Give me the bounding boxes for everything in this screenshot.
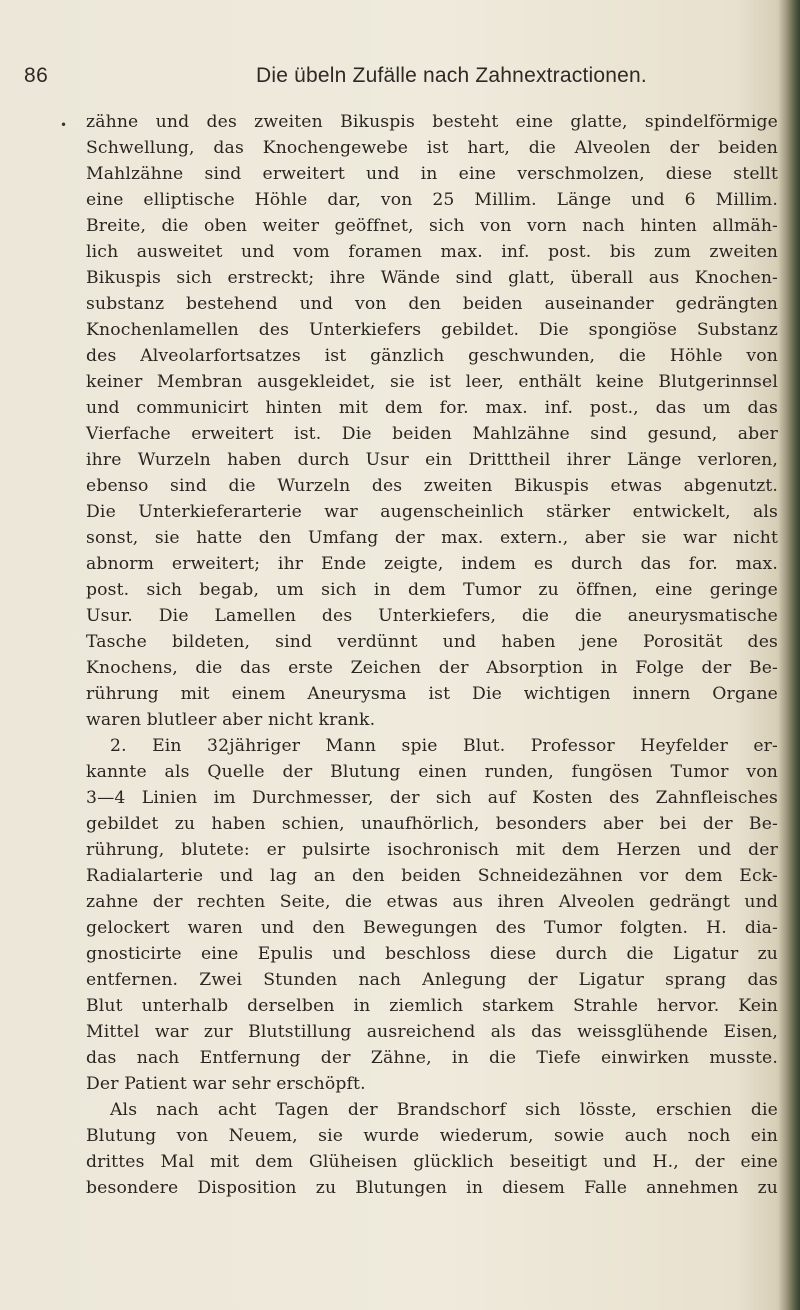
text-line: des Alveolarfortsatzes ist gänzlich geschwunden, die Höhle von <box>86 346 778 366</box>
text-line: rührung mit einem Aneurysma ist Die wichtigen innern Organe <box>86 684 778 704</box>
text-line: abnorm erweitert; ihr Ende zeigte, indem es durch das for. max. <box>86 554 778 574</box>
text-line: keiner Membran ausgekleidet, sie ist leer, enthält keine Blutgerinnsel <box>86 372 778 392</box>
text-line: Knochens, die das erste Zeichen der Absorption in Folge der Be- <box>86 658 778 678</box>
text-line: gebildet zu haben schien, unaufhörlich, besonders aber bei der Be- <box>86 814 778 834</box>
text-line: sonst, sie hatte den Umfang der max. extern., aber sie war nicht <box>86 528 778 548</box>
text-line: zahne der rechten Seite, die etwas aus ihren Alveolen gedrängt und <box>86 892 778 912</box>
text-line: Blut unterhalb derselben in ziemlich starkem Strahle hervor. Kein <box>86 996 778 1016</box>
text-line: ihre Wurzeln haben durch Usur ein Dritttheil ihrer Länge verloren, <box>86 450 778 470</box>
text-line: Knochenlamellen des Unterkiefers gebildet. Die spongiöse Substanz <box>86 320 778 340</box>
text-line: Mittel war zur Blutstillung ausreichend als das weissglühende Eisen, <box>86 1022 778 1042</box>
text-line: Blutung von Neuem, sie wurde wiederum, sowie auch noch ein <box>86 1126 778 1146</box>
text-line: Tasche bildeten, sind verdünnt und haben jene Porosität des <box>86 632 778 652</box>
page-spine-shadow <box>778 0 800 1310</box>
text-line: eine elliptische Höhle dar, von 25 Millim. Länge und 6 Millim. <box>86 190 778 210</box>
text-line: Radialarterie und lag an den beiden Schneidezähnen vor dem Eck- <box>86 866 778 886</box>
text-line: Bikuspis sich erstreckt; ihre Wände sind glatt, überall aus Knochen- <box>86 268 778 288</box>
text-line: Der Patient war sehr erschöpft. <box>86 1074 366 1094</box>
running-title: Die übeln Zufälle nach Zahnextractionen. <box>256 64 647 87</box>
text-line: ebenso sind die Wurzeln des zweiten Bikuspis etwas abgenutzt. <box>86 476 778 496</box>
text-line: Vierfache erweitert ist. Die beiden Mahlzähne sind gesund, aber <box>86 424 778 444</box>
text-line: Usur. Die Lamellen des Unterkiefers, die die aneurysmatische <box>86 606 778 626</box>
text-line: 2. Ein 32jähriger Mann spie Blut. Professor Heyfelder er- <box>110 736 778 756</box>
body-text <box>86 109 778 1201</box>
page-header <box>0 64 800 94</box>
text-line: Breite, die oben weiter geöffnet, sich von vorn nach hinten allmäh- <box>86 216 778 236</box>
text-line: 3—4 Linien im Durchmesser, der sich auf Kosten des Zahnfleisches <box>86 788 778 808</box>
text-line: besondere Disposition zu Blutungen in diesem Falle annehmen zu <box>86 1178 778 1198</box>
text-line: gnosticirte eine Epulis und beschloss diese durch die Ligatur zu <box>86 944 778 964</box>
margin-mark: • <box>60 118 68 132</box>
text-line: Schwellung, das Knochengewebe ist hart, die Alveolen der beiden <box>86 138 778 158</box>
text-line: das nach Entfernung der Zähne, in die Tiefe einwirken musste. <box>86 1048 778 1068</box>
text-line: entfernen. Zwei Stunden nach Anlegung der Ligatur sprang das <box>86 970 778 990</box>
text-line: Die Unterkieferarterie war augenscheinlich stärker entwickelt, als <box>86 502 778 522</box>
text-line: zähne und des zweiten Bikuspis besteht eine glatte, spindelförmige <box>86 112 778 132</box>
text-line: rührung, blutete: er pulsirte isochronisch mit dem Herzen und der <box>86 840 778 860</box>
text-line: substanz bestehend und von den beiden auseinander gedrängten <box>86 294 778 314</box>
text-line: waren blutleer aber nicht krank. <box>86 710 376 730</box>
text-line: lich ausweitet und vom foramen max. inf. post. bis zum zweiten <box>86 242 778 262</box>
text-line: Als nach acht Tagen der Brandschorf sich lösste, erschien die <box>110 1100 778 1120</box>
text-line: kannte als Quelle der Blutung einen runden, fungösen Tumor von <box>86 762 778 782</box>
text-line: gelockert waren und den Bewegungen des Tumor folgten. H. dia- <box>86 918 778 938</box>
page-number: 86 <box>24 64 49 87</box>
text-line: Mahlzähne sind erweitert und in eine verschmolzen, diese stellt <box>86 164 778 184</box>
text-line: post. sich begab, um sich in dem Tumor zu öffnen, eine geringe <box>86 580 778 600</box>
text-line: und communicirt hinten mit dem for. max. inf. post., das um das <box>86 398 778 418</box>
text-line: drittes Mal mit dem Glüheisen glücklich beseitigt und H., der eine <box>86 1152 778 1172</box>
